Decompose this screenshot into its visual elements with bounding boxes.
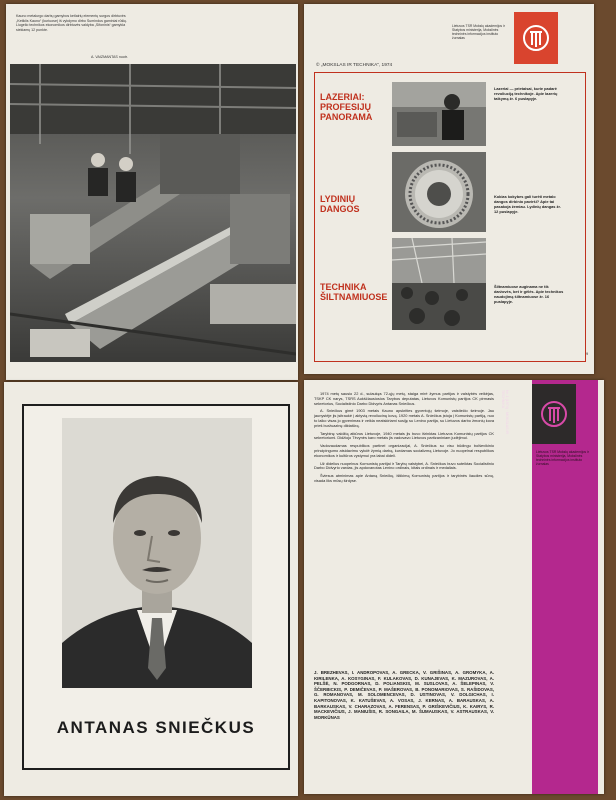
mt-logo-icon bbox=[521, 23, 551, 53]
page-number: 9 bbox=[586, 351, 589, 356]
blurb-greenhouse: Šiltnamiuose auginama ne tik daržovės, bet ir gėlės. Apie technikos naudojimą šiltnamiuose žr. 16 puslapyje. bbox=[494, 284, 564, 304]
page-top-right bbox=[304, 4, 594, 374]
page-top-left bbox=[6, 4, 298, 380]
section-title-lasers: LAZERIAI: PROFESIJŲ PANORAMA bbox=[320, 92, 373, 122]
obituary-paragraph: Už didelius nuopelnus Komunistų partijai ir Tarybų valstybei, A. Sniečkus buvo suteiktas Socialistinio Darbo Didvyrio vardas, jis apdovanotas Lenino ordinais, kitais ordinais ir medaliais. bbox=[314, 460, 494, 471]
factory-photo-image bbox=[10, 64, 296, 362]
obituary-paragraph: Šviesus atminimas apie Antaną Sniečkų, ištikimą Komunistų partijos ir tarybinės liaudies sūnų, visada liks mūsų širdyse. bbox=[314, 473, 494, 483]
photo-greenhouse bbox=[392, 238, 486, 330]
alloys-photo-image bbox=[392, 152, 486, 232]
photo-lasers bbox=[392, 82, 486, 146]
blurb-lasers: Lazeriai — prietaisai, kurie padarė revoliuciją technikoje. Apie lazerių taikymą žr. 6 puslapyje. bbox=[494, 86, 558, 101]
masthead-blurb-back: Lietuvos TSR Mokslų akademijos ir Statybos ministerija, Mokslinės techninės informacijos instituto žurnalas bbox=[536, 450, 589, 466]
obituary-paragraph: 1974 metų sausio 22 d., sulaukęs 72-ųjų metų, staiga mirė žymus partijos ir valstybės veikėjas, TSKP CK narys, TSRS Aukščiausiosios Tarybos deputatas, Lietuvos Komunistų partijos CK pirmasis sekretorius, Socialistinio Darbo Didvyris Antanas Sniečkus. bbox=[314, 391, 494, 406]
factory-photo bbox=[10, 64, 296, 362]
obituary-paragraph: A. Sniečkus gimė 1903 metais Kauno apskrities gyventojų šeimoje, valstiečio šeimoje. Jau jaunystėje jis įsitraukė į aktyvią revoliucinę kovą. 1920 metais A. Sniečkus įstoja į Komunistų partiją, nuo to laiko visas jo gyvenimas ir veikla neatskiriami susiję su Lenino partija, su Lietuvos darbo žmonių kova prieš buržuazinę diktatūrą. bbox=[314, 408, 494, 428]
portrait-image bbox=[62, 418, 252, 688]
masthead-blurb: Lietuvos TSR Mokslų akademijos ir Statybos ministerija, Mokslinės techninės informacijos instituto žurnalas bbox=[452, 24, 505, 40]
obituary-paragraph: Tarybinę valdžią atkūrus Lietuvoje, 1940 metais jis buvo išrinktas Lietuvos Komunistų partijos CK sekretoriumi. Didžiojo Tėvynės karo metais jis vadovavo Lietuvos partizaniniam judėjimui. bbox=[314, 430, 494, 441]
photo-credit: A. VAIZMANTAS nuotr. bbox=[91, 55, 128, 59]
mt-logo-icon bbox=[539, 399, 569, 429]
signatories-list: J. BREZHEVAS, I. ANDROPOVAS, A. GRECKA, V. GRIŠINAS, A. GROMYKA, A. KIRILENKA, A. KOSYGINAS, F. KULAKOVAS, D. KUNAJEVAS, K. MAZUROVAS, A. PELŠĖ, N. PODGORNAS, D. POLIANSKIS, M. SUSLOVAS, A. ŠELEPINAS, V. ŠČERBICKIS, P. DEMIČEVAS, P. MAŠEROVAS, B. PONOMARIOVAS, S. RAŠIDOVAS, G. ROMANOVAS, M. SOLOMENCEVAS, D. USTINOVAS, V. DOLGICHAS, I. KAPITONOVAS, K. KATUŠEVAS, A. VOSAS, J. KERNAS, A. BARAUSKAS, A. BARKAUSKAS, V. CHARAZOVAS, A. FERENSAS, P. GRIŠKEVIČIUS, K. KAIRYS, R. MACKEVIČIUS, J. MANIUŠIS, R. SONGAILA, M. ŠUMAUSKAS, V. ASTRAUSKAS, V. MORKŪNAS bbox=[314, 670, 494, 720]
lasers-photo-image bbox=[392, 82, 486, 146]
section-title-greenhouse: TECHNIKA ŠILTNAMIUOSE bbox=[320, 282, 388, 302]
magazine-logo bbox=[514, 12, 558, 64]
page-bottom-left bbox=[4, 382, 298, 796]
photo-alloys bbox=[392, 152, 486, 232]
obituary-paragraph: Vadovaudamas respublikos partinei organizacijai, A. Sniečkus su visu būdingu bolševikinio principingumo atsidavimu vykdė žymią darbą, kurdamas socializmą Lietuvoje. Jo nuopelnai respublikos ekonomikos ir kultūros vystymui yra labai dideli. bbox=[314, 443, 494, 458]
portrait-frame bbox=[22, 404, 290, 770]
greenhouse-photo-image bbox=[392, 238, 486, 330]
obituary-text bbox=[314, 392, 494, 487]
person-name: ANTANAS SNIEČKUS bbox=[56, 718, 256, 737]
blurb-alloys: Kokias kokybes gali turėti metalo dangos dirbinio pavirši? Apie tai pasakoja žemiau. Lydinių dangas žr. 12 puslapyje. bbox=[494, 194, 561, 214]
photo-caption: Kauno metalurgo darbų gamybos ketlairių elementų surgos dirbtuvės „Ketiklis Kauno“ (kuriuose) iš vykdymo dirbo Sumindus gaminiai rūšių. Liugelio technikos ekonomikos dirbtuvės valdyba „Sifoninis“ gamykla siekiamų 12 punkte. bbox=[16, 14, 128, 32]
spine-text: Nr. 1 (1974) · MOKSLAS IR TECHNIKA bbox=[501, 390, 509, 435]
section-title-alloys: LYDINIŲ DANGOS bbox=[320, 194, 360, 214]
page-bottom-right bbox=[304, 380, 604, 794]
magazine-logo-back bbox=[532, 384, 576, 444]
copyright-header: © „MOKSLAS IR TECHNIKA“, 1974 bbox=[316, 63, 393, 68]
portrait-photo bbox=[62, 418, 252, 688]
